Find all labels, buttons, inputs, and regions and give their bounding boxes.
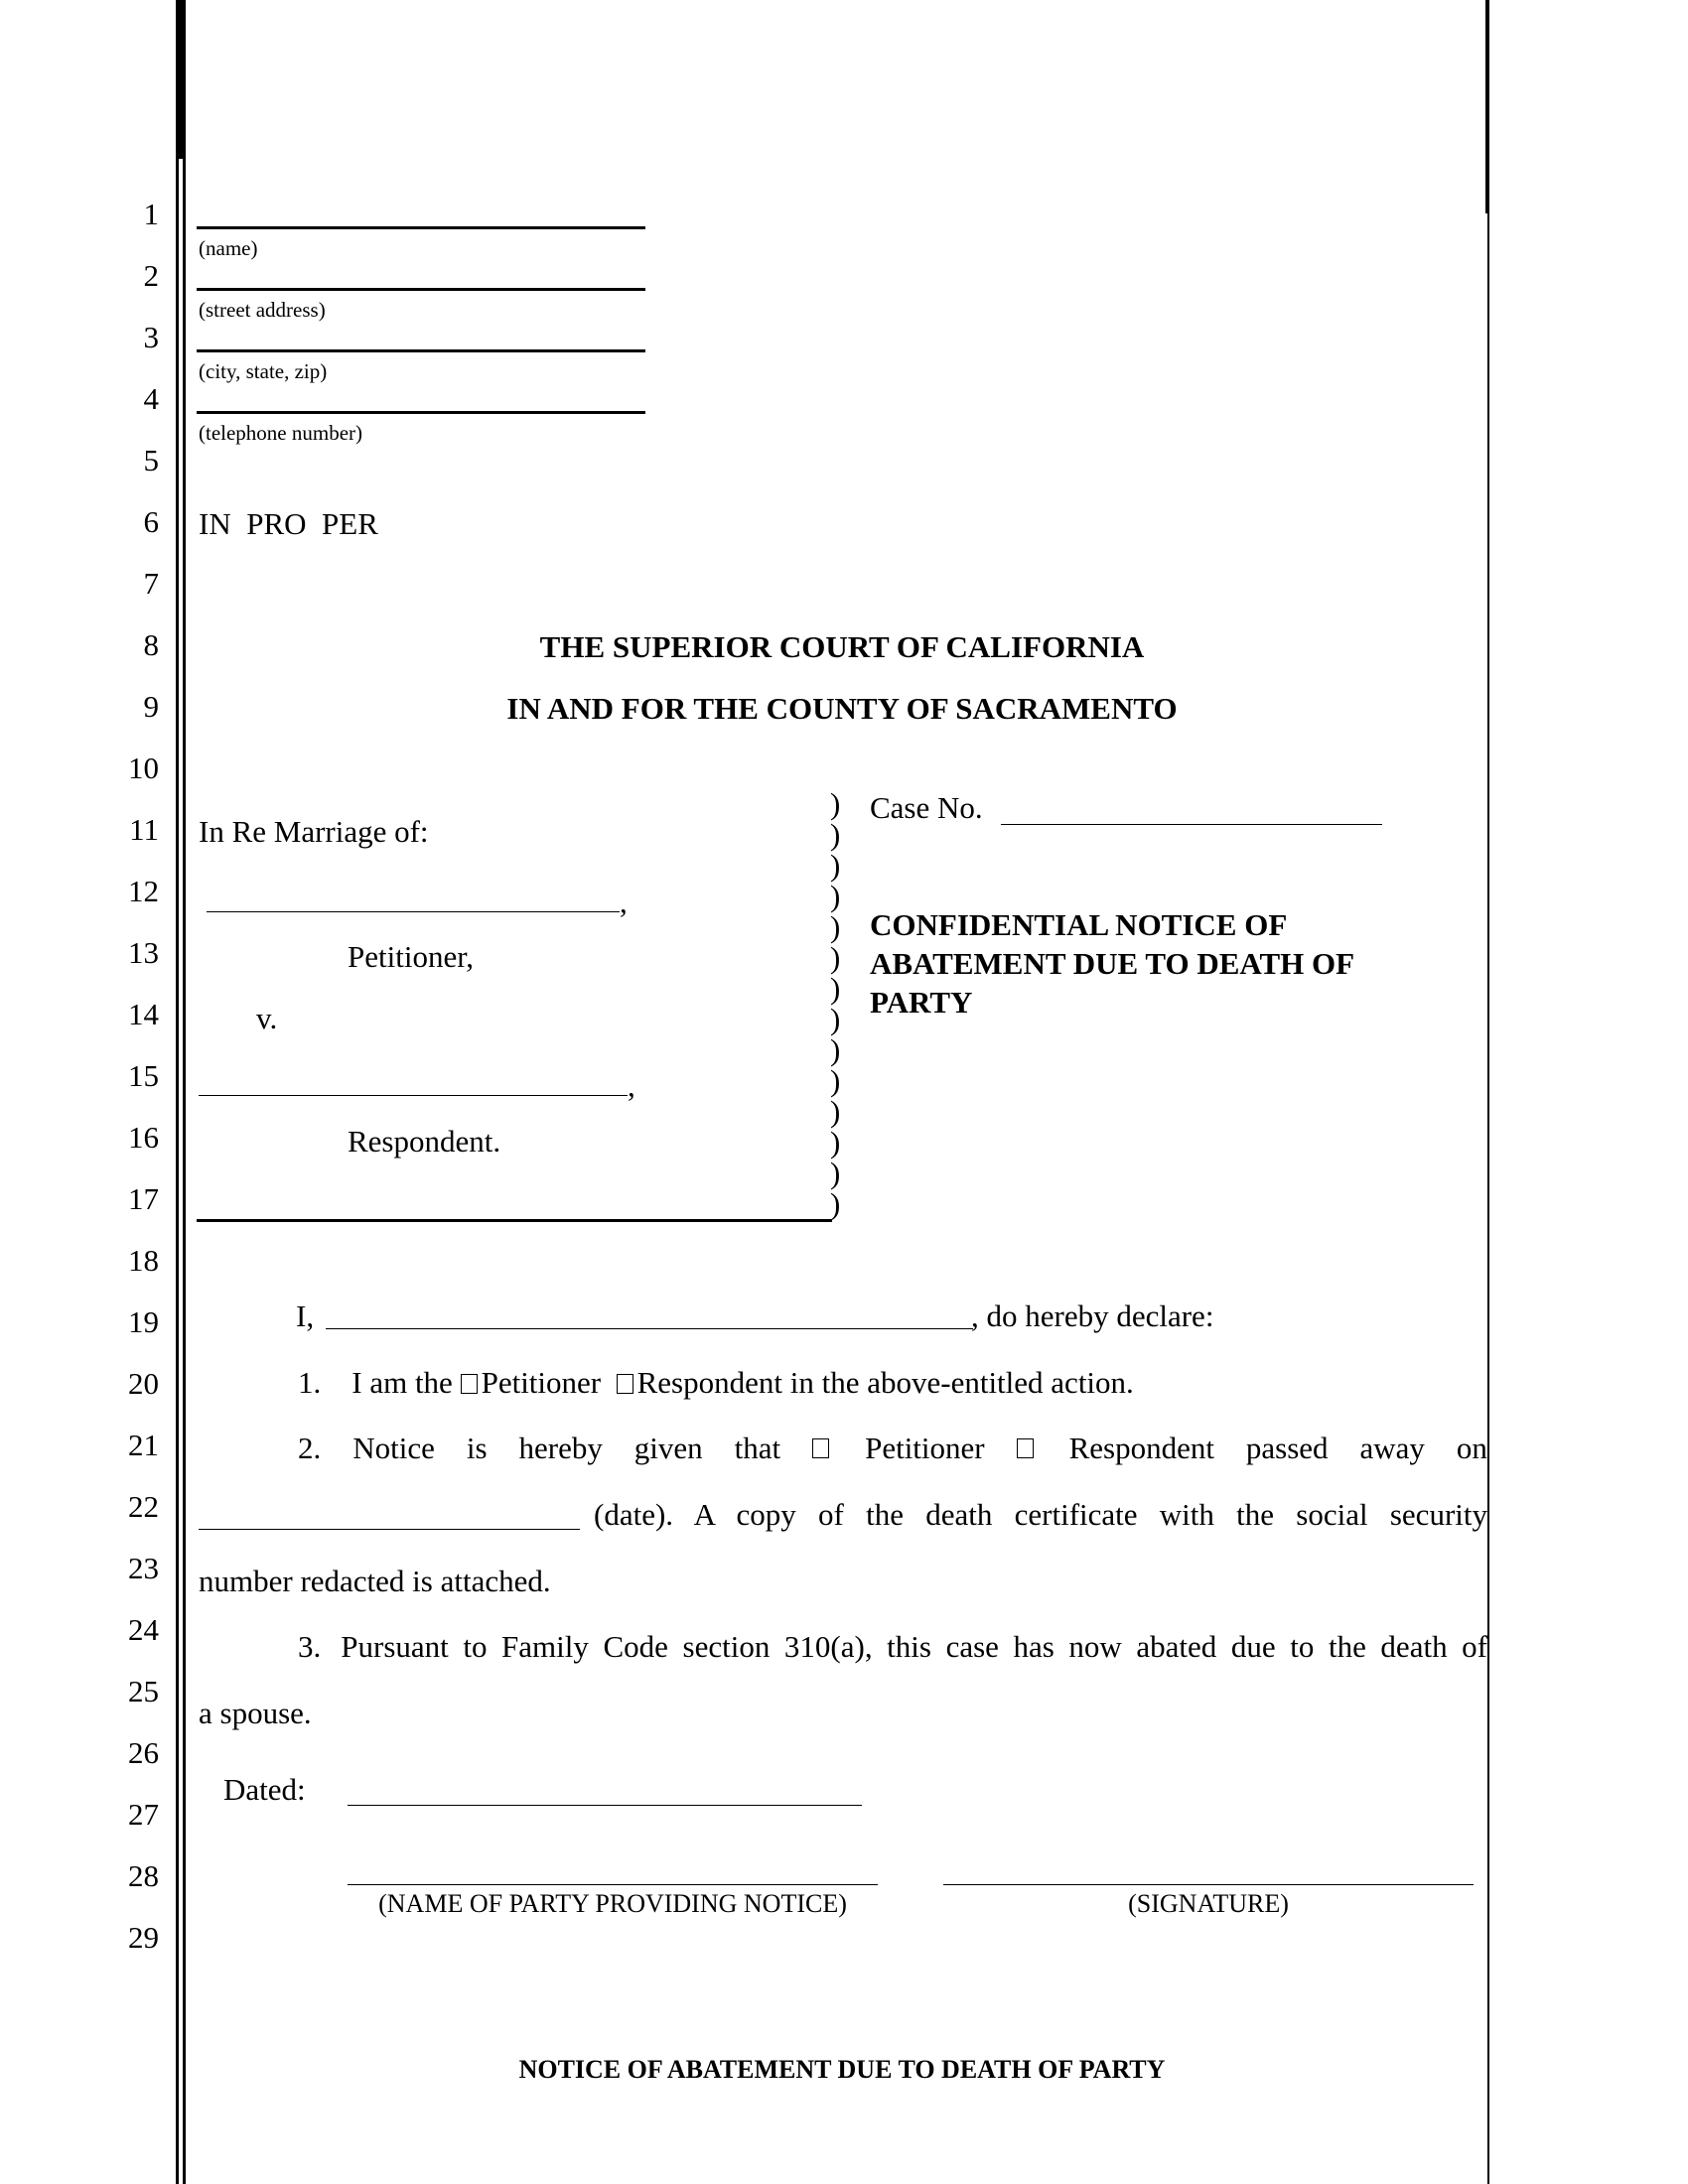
footer-title: NOTICE OF ABATEMENT DUE TO DEATH OF PARTY	[518, 2055, 1166, 2084]
item2-word: that	[734, 1431, 781, 1465]
item3-line1	[298, 1631, 1487, 1662]
line-number: 17	[128, 1181, 159, 1216]
line-number: 2	[143, 258, 159, 293]
respondent-name-line[interactable]	[199, 1095, 628, 1096]
line-number: 9	[143, 689, 159, 724]
item2-word: away	[1359, 1431, 1425, 1465]
paren: )	[830, 1156, 841, 1190]
paren: )	[830, 1063, 841, 1098]
paren: )	[830, 909, 841, 944]
item2-line3: number redacted is attached.	[199, 1564, 551, 1598]
item1-text: I am the	[352, 1365, 453, 1400]
street-field-line[interactable]	[197, 288, 645, 291]
dated-label: Dated:	[223, 1772, 306, 1807]
court-title-line2: IN AND FOR THE COUNTY OF SACRAMENTO	[506, 691, 1178, 726]
petitioner-comma: ,	[620, 885, 628, 919]
item2-word: hereby	[518, 1431, 603, 1465]
line-number: 28	[128, 1858, 159, 1893]
party-name-caption: (NAME OF PARTY PROVIDING NOTICE)	[378, 1889, 847, 1918]
paren: )	[830, 817, 841, 852]
item2-petitioner-label: Petitioner	[865, 1431, 985, 1465]
petitioner-label: Petitioner,	[348, 939, 475, 974]
document-title-line1: CONFIDENTIAL NOTICE OF	[870, 907, 1288, 942]
dated-field-line[interactable]	[348, 1805, 862, 1806]
item1-respondent-label: Respondent	[636, 1365, 782, 1400]
left-margin-rule-inner	[183, 0, 186, 2184]
line-number: 13	[128, 935, 159, 970]
line-number: 11	[129, 812, 159, 847]
item1-petitioner-checkbox[interactable]	[461, 1374, 478, 1394]
declarant-name-line[interactable]	[326, 1328, 973, 1329]
line-number: 3	[143, 320, 159, 354]
item1-number: 1.	[298, 1365, 322, 1400]
left-margin-rule-outer	[176, 0, 179, 2184]
in-re-marriage-label: In Re Marriage of:	[199, 814, 429, 849]
left-margin-rule-top-bold	[179, 0, 184, 159]
paren: )	[830, 879, 841, 913]
line-number: 8	[143, 627, 159, 662]
line-number: 4	[143, 381, 159, 416]
right-margin-rule-top-bold	[1485, 0, 1489, 213]
line-number: 16	[128, 1120, 159, 1155]
line-number: 10	[128, 751, 159, 785]
paren: )	[830, 940, 841, 975]
line-number: 25	[128, 1674, 159, 1708]
paren: )	[830, 1094, 841, 1129]
line-number: 18	[128, 1243, 159, 1278]
item2-number: 2.	[298, 1431, 322, 1465]
court-title-line1: THE SUPERIOR COURT OF CALIFORNIA	[539, 629, 1145, 664]
item2-line1	[298, 1433, 1487, 1463]
item2-line2: (date). A copy of the death certificate with the social security	[594, 1497, 1487, 1532]
line-number: 20	[128, 1366, 159, 1401]
item2-word: passed	[1245, 1431, 1329, 1465]
line-number: 14	[128, 997, 159, 1031]
document-title-line3: PARTY	[870, 985, 973, 1020]
respondent-label: Respondent.	[348, 1124, 501, 1159]
item3-text: Pursuant to Family Code section 310(a), this case has now abated due to the death of	[341, 1629, 1487, 1664]
item2-petitioner-checkbox[interactable]	[812, 1438, 829, 1458]
item3-number: 3.	[298, 1629, 322, 1664]
versus-label: v.	[256, 1001, 278, 1035]
item2-word: given	[633, 1431, 703, 1465]
item2-word: on	[1456, 1431, 1487, 1465]
pro-per-label: IN PRO PER	[199, 506, 378, 541]
date-of-death-line[interactable]	[199, 1529, 580, 1530]
item1-respondent-checkbox[interactable]	[617, 1374, 633, 1394]
signature-line[interactable]	[943, 1884, 1474, 1885]
line-number: 15	[128, 1058, 159, 1093]
item2-respondent-checkbox[interactable]	[1017, 1438, 1034, 1458]
name-field-line[interactable]	[197, 226, 645, 229]
document-title-line2: ABATEMENT DUE TO DEATH OF	[870, 946, 1355, 981]
paren: )	[830, 786, 841, 821]
paren: )	[830, 1125, 841, 1160]
line-number: 12	[128, 874, 159, 908]
paren: )	[830, 848, 841, 883]
line-number: 19	[128, 1304, 159, 1339]
item1-petitioner-label: Petitioner	[481, 1365, 602, 1400]
item2-word: Notice	[352, 1431, 435, 1465]
line-number: 1	[143, 197, 159, 231]
respondent-comma: ,	[628, 1068, 635, 1103]
line-number: 24	[128, 1612, 159, 1647]
line-number: 21	[128, 1428, 159, 1462]
paren: )	[830, 1002, 841, 1036]
line-number: 22	[128, 1489, 159, 1524]
item2-respondent-label: Respondent	[1068, 1431, 1214, 1465]
declare-i-label: I,	[296, 1298, 315, 1333]
city-field-line[interactable]	[197, 349, 645, 352]
street-caption: (street address)	[199, 298, 326, 322]
caption-bottom-rule	[197, 1219, 832, 1222]
name-caption: (name)	[199, 236, 258, 260]
declare-rest-label: , do hereby declare:	[971, 1298, 1214, 1333]
right-margin-rule	[1487, 0, 1489, 2184]
line-number: 5	[143, 443, 159, 478]
line-number: 27	[128, 1797, 159, 1832]
paren: )	[830, 1186, 841, 1221]
party-name-line[interactable]	[348, 1884, 878, 1885]
item3-line2: a spouse.	[199, 1696, 312, 1730]
petitioner-name-line[interactable]	[207, 911, 620, 912]
item2-word: is	[466, 1431, 488, 1465]
phone-field-line[interactable]	[197, 411, 645, 414]
signature-caption: (SIGNATURE)	[1128, 1889, 1289, 1918]
line-number: 6	[143, 504, 159, 539]
line-number: 23	[128, 1551, 159, 1585]
line-number: 29	[128, 1920, 159, 1955]
item1-line	[298, 1367, 1134, 1398]
phone-caption: (telephone number)	[199, 421, 363, 445]
line-number: 7	[143, 566, 159, 601]
paren: )	[830, 971, 841, 1006]
item1-end-text: in the above-entitled action.	[789, 1365, 1134, 1400]
paren: )	[830, 1032, 841, 1067]
case-number-field-line[interactable]	[1001, 824, 1382, 825]
line-number: 26	[128, 1735, 159, 1770]
city-caption: (city, state, zip)	[199, 359, 328, 383]
case-number-label: Case No.	[870, 790, 983, 825]
